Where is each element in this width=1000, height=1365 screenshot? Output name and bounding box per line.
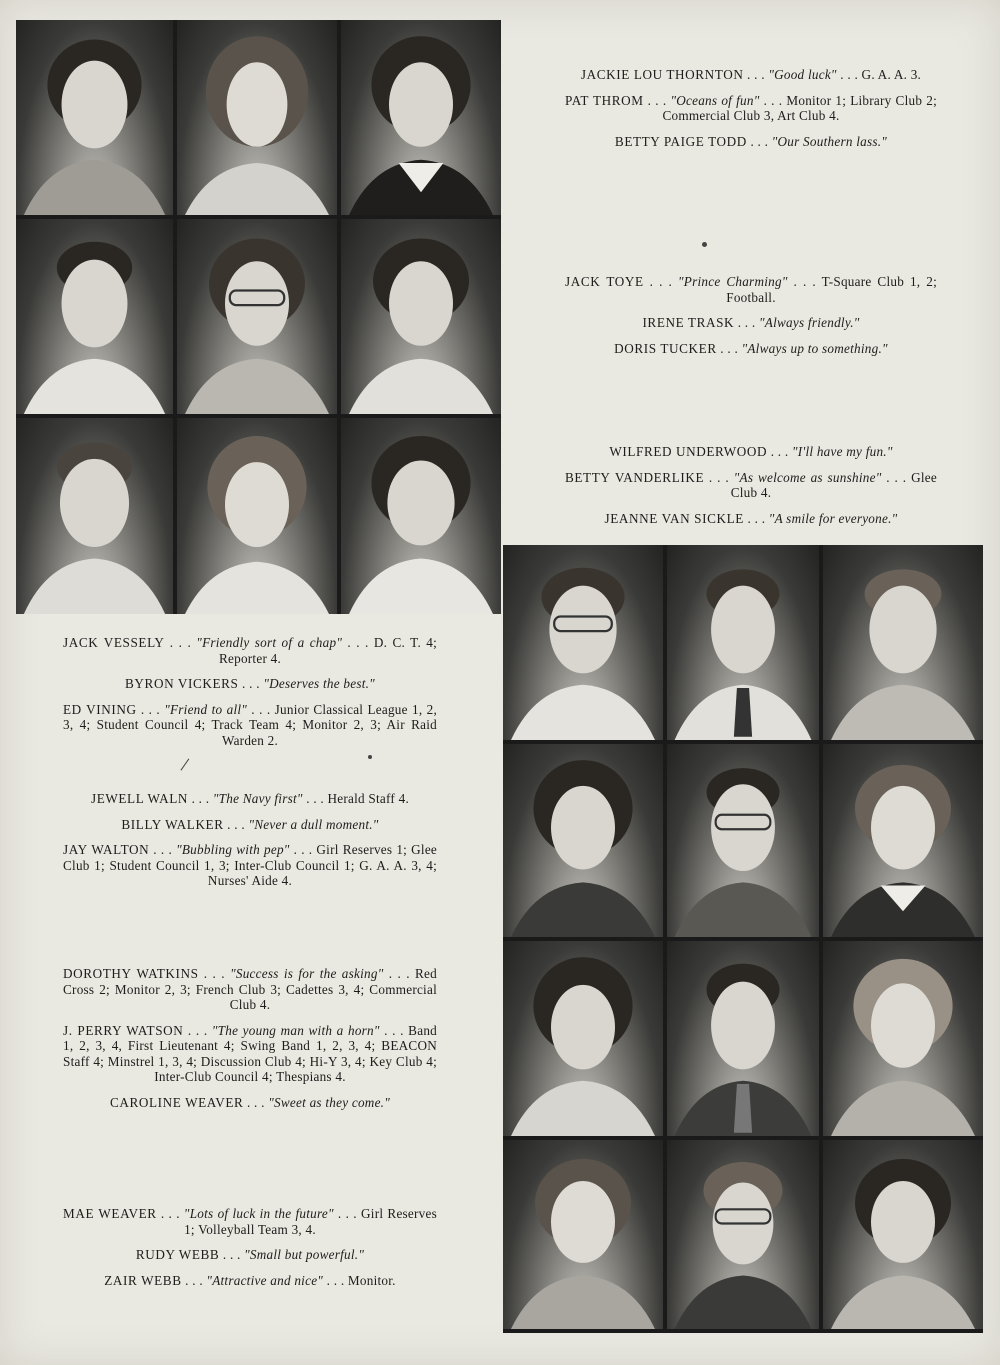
portrait-photo	[667, 545, 819, 740]
student-name: PAT THROM	[565, 92, 644, 108]
senior-entry	[63, 1095, 437, 1111]
student-name: JACKIE LOU THORNTON	[580, 67, 744, 82]
portrait-photo	[503, 744, 663, 937]
portrait-photo	[341, 20, 501, 215]
student-quote: "Our Southern lass."	[771, 133, 888, 149]
separator-dots: . . .	[289, 842, 317, 857]
student-activities: Band 1, 2, 3, 4, First Lieutenant 4; Swing Band 1, 2, 3, 4; BEACON Staff 4; Minstrel 1, 3, 4; Discussion Club 4; Hi-Y 3, 4; Key Club 4; Inter-Club Council 4; Thespians 4.	[63, 1022, 438, 1084]
separator-dots: . . .	[716, 340, 742, 356]
senior-entry	[565, 341, 937, 357]
print-mark	[180, 759, 189, 771]
senior-entry	[63, 676, 437, 692]
entry-group-top-right-2	[565, 274, 937, 366]
separator-dots: . . .	[183, 1022, 212, 1038]
student-name: DOROTHY WATKINS	[63, 966, 199, 981]
separator-dots: . . .	[743, 67, 769, 82]
senior-entry	[63, 791, 437, 807]
student-quote: "Success is for the asking"	[230, 966, 384, 981]
student-activities: Herald Staff 4.	[327, 791, 410, 806]
portrait-photo	[16, 418, 173, 614]
senior-entry	[63, 1206, 437, 1237]
portrait-photo	[341, 418, 501, 614]
senior-entry	[63, 842, 437, 889]
separator-dots: . . .	[643, 274, 678, 289]
portrait-photo	[16, 20, 173, 215]
entry-group-top-right-3	[565, 444, 937, 536]
senior-entry	[63, 817, 437, 833]
portrait-photo	[667, 1140, 819, 1329]
student-activities: Red Cross 2; Monitor 2, 3; French Club 3; Cadettes 3, 4; Commercial Club 4.	[63, 966, 437, 1012]
separator-dots: . . .	[746, 133, 772, 149]
senior-entry	[565, 274, 937, 305]
student-activities: T-Square Club 1, 2; Football.	[726, 274, 938, 305]
portrait-photo	[667, 744, 819, 937]
senior-entry	[63, 702, 437, 749]
student-name: MAE WEAVER	[63, 1206, 157, 1221]
portrait-grid-top-left	[16, 20, 501, 614]
senior-entry	[63, 1023, 437, 1085]
separator-dots: . . .	[383, 966, 415, 981]
student-activities: Girl Reserves 1; Glee Club 1; Student Council 1, 3; Inter-Club Council 1; G. A. A. 3, 4; Nurses' Aide 4.	[63, 842, 438, 888]
separator-dots: . . .	[302, 791, 328, 806]
portrait-photo	[177, 20, 337, 215]
student-quote: "A smile for everyone."	[768, 510, 898, 526]
portrait-photo	[823, 1140, 983, 1329]
student-activities: Monitor.	[347, 1272, 396, 1288]
student-name: JEANNE VAN SICKLE	[604, 510, 744, 526]
separator-dots: . . .	[136, 701, 165, 717]
print-mark	[702, 242, 707, 247]
student-activities: Monitor 1; Library Club 2; Commercial Club 3, Art Club 4.	[662, 92, 938, 123]
student-quote: "Attractive and nice"	[206, 1272, 324, 1288]
student-name: BYRON VICKERS	[125, 676, 239, 691]
portrait-photo	[503, 941, 663, 1136]
separator-dots: . . .	[379, 1022, 409, 1038]
student-name: RUDY WEBB	[135, 1247, 220, 1262]
separator-dots: . . .	[704, 469, 734, 485]
separator-dots: . . .	[149, 842, 177, 857]
student-activities: G. A. A. 3.	[861, 67, 922, 82]
student-quote: "The young man with a horn"	[211, 1022, 380, 1038]
separator-dots: . . .	[743, 510, 769, 526]
senior-entry	[565, 511, 937, 527]
portrait-photo	[823, 941, 983, 1136]
student-quote: "Never a dull moment."	[248, 816, 379, 832]
student-quote: "Small but powerful."	[244, 1247, 365, 1262]
student-quote: "Prince Charming"	[677, 274, 788, 289]
portrait-photo	[667, 941, 819, 1136]
separator-dots: . . .	[156, 1206, 184, 1221]
separator-dots: . . .	[223, 816, 249, 832]
student-quote: "Sweet as they come."	[268, 1094, 391, 1110]
separator-dots: . . .	[238, 676, 264, 691]
senior-entry	[565, 67, 937, 83]
separator-dots: . . .	[787, 274, 822, 289]
portrait-photo	[177, 418, 337, 614]
portrait-photo	[503, 545, 663, 740]
separator-dots: . . .	[243, 1094, 269, 1110]
print-mark	[368, 755, 372, 759]
student-name: ED VINING	[63, 701, 137, 717]
entry-group-top-right-1	[565, 67, 937, 159]
portrait-photo	[16, 219, 173, 414]
student-name: JACK TOYE	[565, 274, 644, 289]
portrait-photo	[823, 545, 983, 740]
student-activities: Girl Reserves 1; Volleyball Team 3, 4.	[184, 1206, 438, 1237]
student-quote: "Always friendly."	[758, 315, 860, 330]
separator-dots: . . .	[333, 1206, 362, 1221]
student-name: WILFRED UNDERWOOD	[609, 444, 768, 459]
separator-dots: . . .	[164, 635, 197, 650]
student-activities: Junior Classical League 1, 2, 3, 4; Student Council 4; Track Team 4; Monitor 2, 3; Air Raid Warden 2.	[63, 701, 437, 748]
student-name: DORIS TUCKER	[614, 340, 717, 356]
separator-dots: . . .	[188, 791, 213, 806]
senior-entry	[565, 93, 937, 124]
senior-entry	[565, 444, 937, 460]
student-name: BETTY VANDERLIKE	[565, 469, 705, 485]
student-quote: "I'll have my fun."	[791, 444, 893, 459]
student-name: JAY WALTON	[63, 842, 150, 857]
senior-entry	[565, 315, 937, 331]
separator-dots: . . .	[767, 444, 792, 459]
separator-dots: . . .	[759, 92, 787, 108]
separator-dots: . . .	[181, 1272, 207, 1288]
student-name: BILLY WALKER	[121, 816, 224, 832]
separator-dots: . . .	[881, 469, 912, 485]
separator-dots: . . .	[342, 635, 374, 650]
student-quote: "Deserves the best."	[263, 676, 375, 691]
portrait-photo	[341, 219, 501, 414]
separator-dots: . . .	[219, 1247, 245, 1262]
senior-entry	[565, 134, 937, 150]
student-activities: Glee Club 4.	[730, 469, 938, 500]
senior-entry	[63, 635, 437, 666]
student-name: ZAIR WEBB	[104, 1272, 182, 1288]
separator-dots: . . .	[734, 315, 759, 330]
student-quote: "Good luck"	[768, 67, 837, 82]
entry-group-bottom-left-1	[63, 635, 437, 758]
student-quote: "Bubbling with pep"	[176, 842, 290, 857]
student-name: JACK VESSELY	[63, 635, 165, 650]
separator-dots: . . .	[836, 67, 862, 82]
portrait-photo	[823, 744, 983, 937]
separator-dots: . . .	[247, 701, 275, 717]
student-quote: "Friendly sort of a chap"	[196, 635, 343, 650]
student-name: JEWELL WALN	[90, 791, 189, 806]
student-quote: "The Navy first"	[212, 791, 303, 806]
entry-group-bottom-left-3	[63, 966, 437, 1120]
student-quote: "Lots of luck in the future"	[183, 1206, 334, 1221]
student-quote: "As welcome as sunshine"	[733, 469, 882, 485]
student-name: J. PERRY WATSON	[63, 1022, 184, 1038]
entry-group-bottom-left-2	[63, 791, 437, 899]
senior-entry	[63, 966, 437, 1013]
student-name: CAROLINE WEAVER	[109, 1094, 244, 1110]
separator-dots: . . .	[323, 1272, 348, 1288]
portrait-photo	[177, 219, 337, 414]
separator-dots: . . .	[198, 966, 231, 981]
student-quote: "Oceans of fun"	[670, 92, 760, 108]
senior-entry	[63, 1247, 437, 1263]
portrait-grid-bottom-right	[503, 545, 983, 1333]
student-quote: "Always up to something."	[741, 340, 888, 356]
separator-dots: . . .	[643, 92, 671, 108]
student-name: BETTY PAIGE TODD	[614, 133, 747, 149]
senior-entry	[63, 1273, 437, 1289]
entry-group-bottom-left-4	[63, 1206, 437, 1298]
student-name: IRENE TRASK	[642, 315, 735, 330]
portrait-photo	[503, 1140, 663, 1329]
student-quote: "Friend to all"	[164, 701, 248, 717]
senior-entry	[565, 470, 937, 501]
student-activities: D. C. T. 4; Reporter 4.	[218, 635, 438, 666]
